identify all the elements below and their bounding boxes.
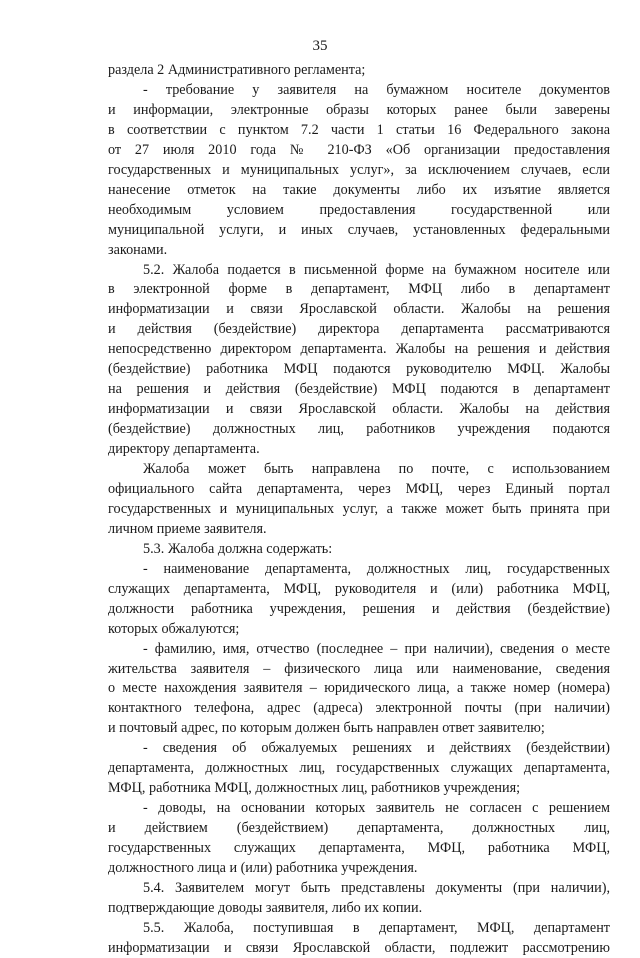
text-line: 5.4. Заявителем могут быть представлены документы (при наличии), — [143, 879, 610, 896]
page-number: 35 — [312, 38, 328, 54]
text-line: (бездействие) работника МФЦ подаются руководителю МФЦ. Жалобы — [108, 361, 610, 378]
text-line: государственных служащих департамента, МФЦ, работника МФЦ, — [108, 840, 610, 857]
text-line: (бездействие) должностных лиц, работников учреждения подаются — [108, 421, 610, 438]
text-line: 5.5. Жалоба, поступившая в департамент, МФЦ, департамент — [143, 919, 610, 936]
text-line: на решения и действия (бездействие) МФЦ подаются в департамент — [108, 381, 610, 398]
text-line: личном приеме заявителя. — [108, 520, 267, 537]
text-line: информатизации и связи Ярославской области, подлежит рассмотрению — [108, 939, 610, 956]
text-line: законами. — [108, 241, 168, 258]
text-line: - наименование департамента, должностных лиц, государственных — [143, 560, 610, 577]
text-line: раздела 2 Административного регламента; — [108, 62, 366, 78]
text-line: которых обжалуются; — [108, 620, 240, 637]
text-line: государственных и муниципальных услуг», за исключением случаев, если — [108, 161, 610, 178]
text-line: государственных и муниципальных услуг, а также может быть принята при — [108, 500, 610, 517]
text-line: в соответствии с пунктом 7.2 части 1 статьи 16 Федерального закона — [108, 121, 610, 138]
text-line: служащих департамента, МФЦ, руководителя и (или) работника МФЦ, — [108, 580, 610, 597]
text-line: контактного телефона, адрес (адреса) электронной почты (при наличии) — [108, 700, 610, 717]
text-line: 5.2. Жалоба подается в письменной форме на бумажном носителе или — [143, 261, 610, 278]
text-line: должности работника учреждения, решения и действия (бездействие) — [108, 600, 610, 617]
text-line: - фамилию, имя, отчество (последнее – при наличии), сведения о месте — [143, 640, 610, 657]
text-line: от 27 июля 2010 года № 210-ФЗ «Об организации предоставления — [108, 141, 610, 158]
text-line: и почтовый адрес, по которым должен быть направлен ответ заявителю; — [108, 720, 545, 737]
text-line: непосредственно директором департамента. Жалобы на решения и действия — [108, 341, 610, 358]
text-line: - сведения об обжалуемых решениях и действиях (бездействии) — [143, 740, 610, 757]
text-line: подтверждающие доводы заявителя, либо их копии. — [108, 899, 423, 916]
text-line: Жалоба может быть направлена по почте, с использованием — [143, 461, 610, 477]
text-line: нанесение отметок на такие документы либо их изъятие является — [108, 181, 610, 198]
text-line: муниципальной услуги, и иных случаев, установленных федеральными — [108, 221, 610, 238]
text-line: директору департамента. — [108, 441, 260, 458]
text-line: информатизации и связи Ярославской области. Жалобы на решения — [108, 301, 610, 318]
text-line: официального сайта департамента, через МФЦ, через Единый портал — [108, 480, 610, 497]
text-line: МФЦ, работника МФЦ, должностных лиц, работников учреждения; — [108, 780, 521, 797]
text-line: и действием (бездействием) департамента, должностных лиц, — [108, 820, 610, 837]
text-line: в электронной форме в департамент, МФЦ либо в департамент — [108, 281, 610, 298]
text-line: жительства заявителя – физического лица или наименование, сведения — [108, 660, 610, 677]
text-line: 5.3. Жалоба должна содержать: — [143, 540, 333, 557]
text-line: департамента, должностных лиц, государственных служащих департамента, — [108, 760, 610, 777]
text-line: и действия (бездействие) директора департамента рассматриваются — [108, 321, 610, 338]
text-line: необходимым условием предоставления государственной или — [108, 201, 610, 218]
text-line: о месте нахождения заявителя – юридического лица, а также номер (номера) — [108, 680, 610, 697]
text-line: информатизации и связи Ярославской области. Жалобы на действия — [108, 401, 610, 418]
text-line: и информации, электронные образы которых ранее были заверены — [108, 101, 610, 118]
text-line: - доводы, на основании которых заявитель не согласен с решением — [143, 800, 610, 817]
text-line: - требование у заявителя на бумажном носителе документов — [143, 81, 610, 98]
text-line: должностного лица и (или) работника учреждения. — [108, 860, 418, 876]
